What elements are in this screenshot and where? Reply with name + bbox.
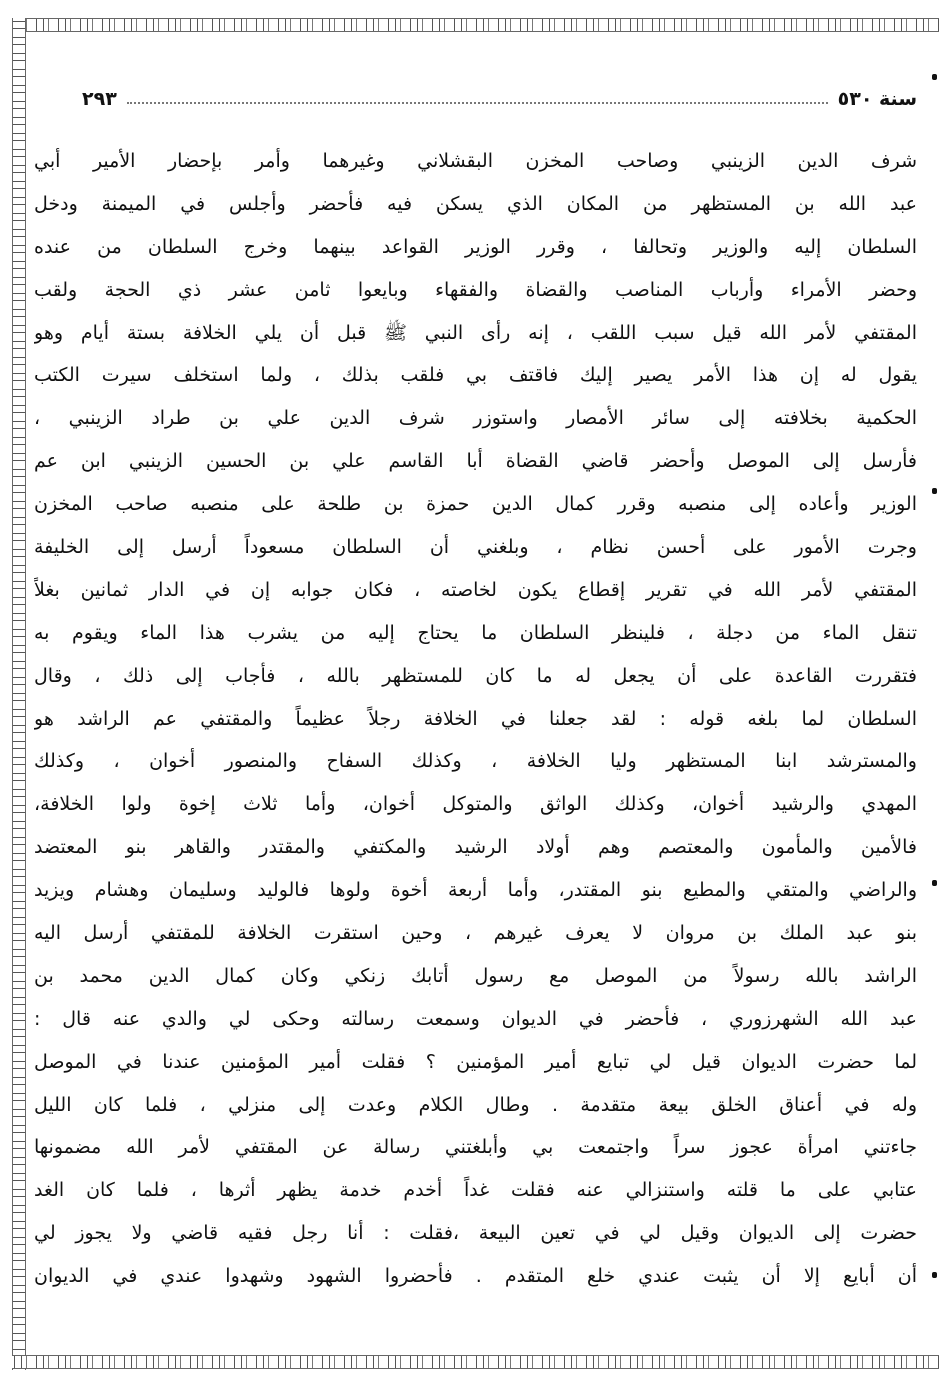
text-line: عبد الله الشهرزوري ، فأحضر في الديوان وسمعت رسالته وحكى لي والدي عنه قال : <box>34 1007 917 1030</box>
section-title: سنة ٥٣٠ <box>837 88 917 110</box>
margin-mark <box>932 1272 937 1278</box>
text-line: الوزير وأعاده إلى منصبه وقرر كمال الدين حمزة بن طلحة على منصبه صاحب المخزن <box>34 493 917 516</box>
text-line: فتقررت القاعدة على أن يجعل له ما كان للمستظهر بالله ، فأجاب إلى ذلك ، وقال <box>34 664 917 687</box>
text-line: عتابي على ما قلته واستنزالي عنه فقلت غداً أخدم خدمة يظهر أثرها ، فلما كان الغد <box>34 1179 917 1202</box>
text-line: وله في أعناق الخلق بيعة متقدمة . وطال الكلام وعدت إلى منزلي ، فلما كان الليل <box>34 1093 917 1116</box>
text-line: والراضي والمتقي والمطيع بنو المقتدر، وأما أربعة أخوة ولوها فالوليد وسليمان وهشام ويزيد <box>34 879 917 902</box>
margin-mark <box>932 488 937 494</box>
bottom-ornamental-border <box>12 1355 939 1369</box>
text-line: بنو عبد الملك بن مروان لا يعرف غيرهم ، وحين استقرت الخلافة للمقتفي أرسل اليه <box>34 922 917 945</box>
text-line: المهدي والرشيد أخوان، وكذلك الواثق والمتوكل أخوان، وأما ثلاث إخوة ولوا الخلافة، <box>34 793 917 816</box>
text-line: فأرسل إلى الموصل وأحضر قاضي القضاة أبا القاسم علي بن الحسين الزينبي ابن عم <box>34 450 917 473</box>
text-line: أن أبايع إلا أن يثبت عندي خلع المتقدم . فأحضروا الشهود وشهدوا عندي في الديوان <box>34 1265 917 1288</box>
text-line: الحكمية بخلافته إلى سائر الأمصار واستوزر شرف الدين علي بن طراد الزينبي ، <box>34 407 917 430</box>
text-line: والمسترشد ابنا المستظهر وليا الخلافة ، وكذلك السفاح والمنصور أخوان ، وكذلك <box>34 750 917 773</box>
dotted-leader <box>127 102 828 104</box>
text-line: السلطان لما بلغه قوله : لقد جعلنا في الخلافة رجلاً عظيماً والمقتفي عم الراشد هو <box>34 707 917 730</box>
text-line: السلطان إليه والوزير وتحالفا ، وقرر الوزير القواعد بينهما وخرج السلطان من عنده <box>34 235 917 258</box>
text-line: جاءتني امرأة عجوز سراً واجتمعت بي وأبلغتني رسالة عن المقتفي لأمر الله مضمونها <box>34 1136 917 1159</box>
top-ornamental-border <box>12 18 939 32</box>
left-ornamental-border <box>12 18 26 1370</box>
text-line: المقتفي لأمر الله قيل سبب اللقب ، إنه رأى النبي ﷺ قبل أن يلي الخلافة بستة أيام وهو <box>34 321 917 344</box>
text-line: وحضر الأمراء وأرباب المناصب والقضاة والفقهاء وبايعوا ثامن عشر ذي الحجة ولقب <box>34 278 917 301</box>
text-line: حضرت إلى الديوان وقيل لي في تعين البيعة ،فقلت : أنا رجل فقيه قاضي ولا يجوز لي <box>34 1222 917 1245</box>
margin-mark <box>932 880 937 886</box>
text-line: المقتفي لأمر الله في تقرير إقطاع يكون لخاصته ، فكان جوابه إن في الدار ثمانين بغلاً <box>34 578 917 601</box>
text-line: يقول له إن هذا الأمر يصير إليك فاقتف بي فلقب بذلك ، ولما استخلف سيرت الكتب <box>34 364 917 387</box>
margin-mark <box>932 74 937 80</box>
text-line: فالأمين والمأمون والمعتصم وهم أولاد الرشيد والمكتفي والمقتدر والقاهر بنو المعتضد <box>34 836 917 859</box>
text-line: لما حضرت الديوان قيل لي تبايع أمير المؤمنين ؟ فقلت أمير المؤمنين عندنا في الموصل <box>34 1050 917 1073</box>
text-line: تنقل الماء من دجلة ، فلينظر السلطان ما يحتاج إليه من يشرب هذا الماء ويقوم به <box>34 621 917 644</box>
page-body-text <box>34 140 917 1298</box>
text-line: شرف الدين الزينبي وصاحب المخزن البقشلاني وغيرهما وأمر بإحضار الأمير أبي <box>34 150 917 172</box>
page-number: ٢٩٣ <box>82 88 117 110</box>
text-line: الراشد بالله رسولاً من الموصل مع رسول أتابك زنكي وكان كمال الدين محمد بن <box>34 964 917 987</box>
running-header <box>82 84 917 114</box>
text-line: عبد الله بن المستظهر من المكان الذي يسكن فيه فأحضر وأجلس في الميمنة ودخل <box>34 192 917 215</box>
text-line: وجرت الأمور على أحسن نظام ، وبلغني أن السلطان مسعوداً أرسل إلى الخليفة <box>34 536 917 559</box>
